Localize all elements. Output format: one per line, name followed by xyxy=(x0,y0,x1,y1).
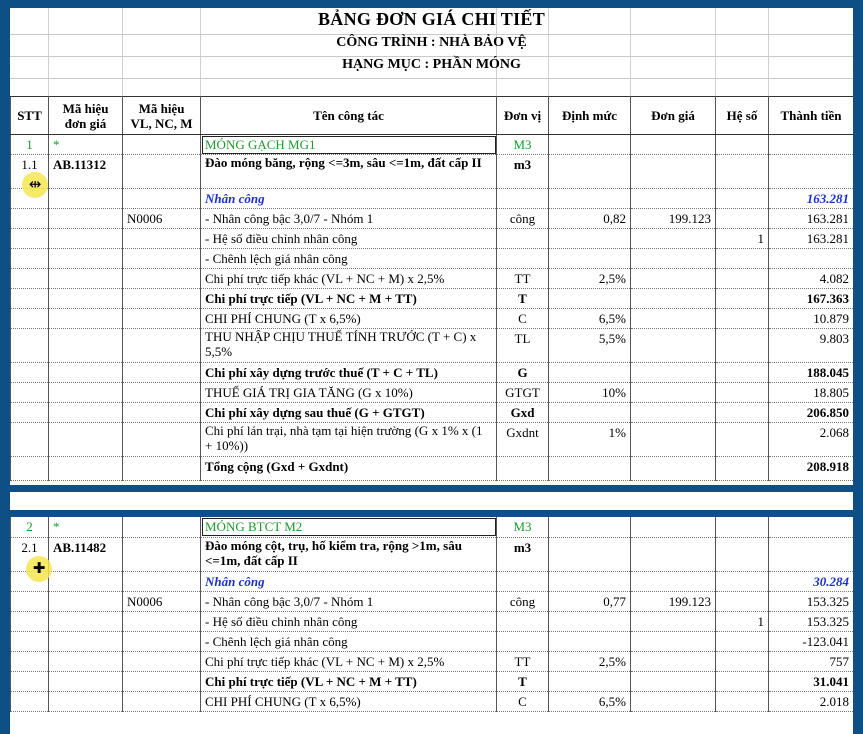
cell-res[interactable] xyxy=(123,423,201,457)
cell-code[interactable] xyxy=(49,631,123,651)
cell-coef[interactable] xyxy=(716,571,769,591)
cell-name[interactable]: THUẾ GIÁ TRỊ GIA TĂNG (G x 10%) xyxy=(201,383,497,403)
cell-stt[interactable] xyxy=(11,309,49,329)
cell-coef[interactable]: 1 xyxy=(716,611,769,631)
cell-name[interactable]: THU NHẬP CHỊU THUẾ TÍNH TRƯỚC (T + C) x 5,5% xyxy=(201,329,497,363)
cell-res[interactable] xyxy=(123,571,201,591)
cell-unit[interactable] xyxy=(497,189,549,209)
cell-name[interactable]: Đào móng cột, trụ, hố kiểm tra, rộng >1m, sâu <=1m, đất cấp II xyxy=(201,537,497,571)
cell-norm[interactable]: 10% xyxy=(549,383,631,403)
cell-name[interactable]: Nhân công xyxy=(201,571,497,591)
header-total: Thành tiền xyxy=(769,97,854,135)
cell-norm[interactable] xyxy=(549,457,631,481)
cell-coef[interactable] xyxy=(716,249,769,269)
cell-res[interactable]: N0006 xyxy=(123,591,201,611)
cell-unit[interactable] xyxy=(497,571,549,591)
cell-coef[interactable] xyxy=(716,309,769,329)
category-title: HẠNG MỤC : PHẦN MÓNG xyxy=(342,57,521,72)
cell-price[interactable] xyxy=(631,651,716,671)
cell-res[interactable] xyxy=(123,631,201,651)
cell-stt[interactable] xyxy=(11,457,49,481)
cell-code[interactable] xyxy=(49,289,123,309)
cell-norm[interactable]: 0,82 xyxy=(549,209,631,229)
cell-res[interactable]: N0006 xyxy=(123,209,201,229)
cost-table-section-2 xyxy=(10,517,853,712)
cell-code[interactable] xyxy=(49,671,123,691)
table-row xyxy=(11,309,854,329)
cursor-glyph: ✚ xyxy=(32,559,46,577)
cell-coef[interactable] xyxy=(716,537,769,571)
cell-res[interactable] xyxy=(123,269,201,289)
cell-norm[interactable] xyxy=(549,363,631,383)
cell-coef[interactable] xyxy=(716,671,769,691)
cell-code[interactable] xyxy=(49,691,123,711)
cell-unit[interactable]: Gxd xyxy=(497,403,549,423)
cell-norm[interactable]: 2,5% xyxy=(549,651,631,671)
cell-code[interactable]: * xyxy=(49,517,123,537)
cell-price[interactable] xyxy=(631,423,716,457)
cell-name[interactable]: Chi phí xây dựng trước thuế (T + C + TL) xyxy=(201,363,497,383)
cell-name[interactable]: Chi phí xây dựng sau thuế (G + GTGT) xyxy=(201,403,497,423)
cell-stt[interactable]: 1.1 xyxy=(11,155,49,189)
mouse-cursor xyxy=(26,556,52,582)
cell-stt[interactable]: 2 xyxy=(11,517,49,537)
cell-code[interactable] xyxy=(49,591,123,611)
header-price: Đơn giá xyxy=(631,97,716,135)
cell-stt[interactable] xyxy=(11,209,49,229)
table-row xyxy=(11,591,854,611)
cell-code[interactable] xyxy=(49,269,123,289)
cell-unit[interactable]: G xyxy=(497,363,549,383)
cell-total[interactable]: 18.805 xyxy=(769,383,854,403)
cell-unit[interactable]: m3 xyxy=(497,155,549,189)
cell-res[interactable] xyxy=(123,537,201,571)
table-row xyxy=(11,209,854,229)
cell-res[interactable] xyxy=(123,155,201,189)
header-code-line2: đơn giá xyxy=(64,115,107,131)
cell-name[interactable]: - Nhân công bậc 3,0/7 - Nhóm 1 xyxy=(201,591,497,611)
cell-unit[interactable] xyxy=(497,611,549,631)
table-row xyxy=(11,571,854,591)
cell-norm[interactable] xyxy=(549,537,631,571)
cell-coef[interactable] xyxy=(716,651,769,671)
table-row xyxy=(11,517,854,537)
cell-coef[interactable] xyxy=(716,189,769,209)
mouse-cursor xyxy=(22,172,48,198)
cell-stt[interactable] xyxy=(11,651,49,671)
cell-name[interactable]: - Chênh lệch giá nhân công xyxy=(201,631,497,651)
window-frame-top xyxy=(0,0,863,8)
table-row xyxy=(11,269,854,289)
cell-coef[interactable]: 1 xyxy=(716,229,769,249)
cell-norm[interactable] xyxy=(549,155,631,189)
cell-price[interactable] xyxy=(631,537,716,571)
cell-stt[interactable] xyxy=(11,611,49,631)
window-frame-right xyxy=(853,0,863,734)
cell-price[interactable] xyxy=(631,329,716,363)
cell-price[interactable] xyxy=(631,403,716,423)
cell-price[interactable] xyxy=(631,249,716,269)
cell-res[interactable] xyxy=(123,363,201,383)
table-row xyxy=(11,363,854,383)
cell-price[interactable] xyxy=(631,229,716,249)
cell-code[interactable] xyxy=(49,611,123,631)
cell-code[interactable] xyxy=(49,571,123,591)
cell-total[interactable] xyxy=(769,537,854,571)
cell-total[interactable]: 4.082 xyxy=(769,269,854,289)
cell-price[interactable]: 199.123 xyxy=(631,209,716,229)
cell-norm[interactable] xyxy=(549,571,631,591)
cell-unit[interactable]: T xyxy=(497,671,549,691)
cell-norm[interactable] xyxy=(549,189,631,209)
cell-price[interactable] xyxy=(631,457,716,481)
cell-name[interactable]: - Chênh lệch giá nhân công xyxy=(201,249,497,269)
header-res-line2: VL, NC, M xyxy=(130,115,193,131)
cell-code[interactable] xyxy=(49,189,123,209)
sheet-title: BẢNG ĐƠN GIÁ CHI TIẾT xyxy=(317,9,545,29)
cell-unit[interactable]: Gxdnt xyxy=(497,423,549,457)
cell-name[interactable]: MÓNG GẠCH MG1 xyxy=(201,135,497,155)
header-coef: Hệ số xyxy=(716,97,769,135)
cell-unit[interactable]: GTGT xyxy=(497,383,549,403)
cell-coef[interactable] xyxy=(716,691,769,711)
cell-norm[interactable] xyxy=(549,403,631,423)
header-stt: STT xyxy=(11,97,49,135)
cell-norm[interactable] xyxy=(549,631,631,651)
header-resource xyxy=(123,97,201,135)
cell-stt[interactable] xyxy=(11,363,49,383)
cell-res[interactable] xyxy=(123,517,201,537)
cell-total[interactable]: 31.041 xyxy=(769,671,854,691)
header-row xyxy=(11,97,854,135)
cell-coef[interactable] xyxy=(716,209,769,229)
cell-coef[interactable] xyxy=(716,517,769,537)
cell-res[interactable] xyxy=(123,457,201,481)
cell-name[interactable]: Chi phí trực tiếp khác (VL + NC + M) x 2,5% xyxy=(201,651,497,671)
table-row xyxy=(11,329,854,363)
cell-unit[interactable] xyxy=(497,229,549,249)
spreadsheet-panel-bottom[interactable] xyxy=(10,517,853,734)
cell-coef[interactable] xyxy=(716,329,769,363)
cell-stt[interactable] xyxy=(11,229,49,249)
table-row xyxy=(11,631,854,651)
cell-unit[interactable] xyxy=(497,249,549,269)
cell-code[interactable] xyxy=(49,249,123,269)
cell-total[interactable]: -123.041 xyxy=(769,631,854,651)
cell-coef[interactable] xyxy=(716,423,769,457)
cell-unit[interactable] xyxy=(497,457,549,481)
cell-stt[interactable] xyxy=(11,383,49,403)
table-row xyxy=(11,229,854,249)
cell-stt[interactable] xyxy=(11,591,49,611)
cell-price[interactable] xyxy=(631,571,716,591)
cell-price[interactable] xyxy=(631,269,716,289)
cell-res[interactable] xyxy=(123,329,201,363)
window-frame-left xyxy=(0,0,10,734)
cell-unit[interactable]: C xyxy=(497,309,549,329)
cell-total[interactable]: 163.281 xyxy=(769,189,854,209)
cell-total[interactable]: 153.325 xyxy=(769,611,854,631)
cell-res[interactable] xyxy=(123,309,201,329)
cell-res[interactable] xyxy=(123,651,201,671)
cell-unit[interactable]: T xyxy=(497,289,549,309)
cell-price[interactable] xyxy=(631,671,716,691)
cell-coef[interactable] xyxy=(716,155,769,189)
cell-code[interactable] xyxy=(49,363,123,383)
cell-stt[interactable]: 1 xyxy=(11,135,49,155)
cell-name[interactable]: Chi phí lán trại, nhà tạm tại hiện trường (G x 1% x (1 + 10%)) xyxy=(201,423,497,457)
cell-name[interactable]: Đào móng băng, rộng <=3m, sâu <=1m, đất cấp II xyxy=(201,155,497,189)
cell-total[interactable]: 757 xyxy=(769,651,854,671)
table-row xyxy=(11,457,854,481)
cost-table-section-1 xyxy=(10,96,853,481)
header-code-line1: Mã hiệu xyxy=(62,100,109,116)
cell-total[interactable] xyxy=(769,249,854,269)
cell-total[interactable]: 10.879 xyxy=(769,309,854,329)
cell-unit[interactable]: M3 xyxy=(497,135,549,155)
cell-total[interactable] xyxy=(769,135,854,155)
cell-price[interactable] xyxy=(631,155,716,189)
cell-total[interactable]: 163.281 xyxy=(769,209,854,229)
cell-coef[interactable] xyxy=(716,269,769,289)
table-row xyxy=(11,189,854,209)
cell-coef[interactable] xyxy=(716,383,769,403)
cell-unit[interactable]: C xyxy=(497,691,549,711)
table-row xyxy=(11,403,854,423)
cell-total[interactable]: 208.918 xyxy=(769,457,854,481)
cell-norm[interactable] xyxy=(549,611,631,631)
table-row xyxy=(11,289,854,309)
cell-total[interactable]: 153.325 xyxy=(769,591,854,611)
cell-total[interactable]: 2.018 xyxy=(769,691,854,711)
cell-total[interactable]: 30.284 xyxy=(769,571,854,591)
cell-unit[interactable]: công xyxy=(497,209,549,229)
cell-code[interactable] xyxy=(49,457,123,481)
cell-res[interactable] xyxy=(123,289,201,309)
cell-coef[interactable] xyxy=(716,363,769,383)
cell-code[interactable] xyxy=(49,229,123,249)
cell-total[interactable]: 2.068 xyxy=(769,423,854,457)
cell-code[interactable] xyxy=(49,403,123,423)
cell-unit[interactable]: công xyxy=(497,591,549,611)
cell-code[interactable]: AB.11312 xyxy=(49,155,123,189)
cell-code[interactable] xyxy=(49,209,123,229)
cell-total[interactable] xyxy=(769,517,854,537)
cell-total[interactable]: 167.363 xyxy=(769,289,854,309)
cell-stt[interactable] xyxy=(11,329,49,363)
cell-unit[interactable]: m3 xyxy=(497,537,549,571)
cell-code[interactable] xyxy=(49,309,123,329)
cell-coef[interactable] xyxy=(716,457,769,481)
cell-unit[interactable] xyxy=(497,631,549,651)
project-title: CÔNG TRÌNH : NHÀ BẢO VỆ xyxy=(336,35,527,50)
cell-price[interactable] xyxy=(631,363,716,383)
cell-res[interactable] xyxy=(123,249,201,269)
header-unit: Đơn vị xyxy=(497,97,549,135)
cell-norm[interactable]: 6,5% xyxy=(549,691,631,711)
cell-norm[interactable]: 0,77 xyxy=(549,591,631,611)
cell-code[interactable] xyxy=(49,329,123,363)
cell-res[interactable] xyxy=(123,189,201,209)
table-row xyxy=(11,135,854,155)
cell-name[interactable]: Chi phí trực tiếp khác (VL + NC + M) x 2,5% xyxy=(201,269,497,289)
cell-price[interactable] xyxy=(631,383,716,403)
cell-stt[interactable]: 2.1 xyxy=(11,537,49,571)
cell-code[interactable] xyxy=(49,383,123,403)
header-norm: Định mức xyxy=(549,97,631,135)
cell-price[interactable] xyxy=(631,289,716,309)
cell-code[interactable]: * xyxy=(49,135,123,155)
cell-stt[interactable] xyxy=(11,691,49,711)
cell-stt[interactable] xyxy=(11,269,49,289)
cell-stt[interactable] xyxy=(11,423,49,457)
cell-total[interactable]: 206.850 xyxy=(769,403,854,423)
cell-norm[interactable] xyxy=(549,135,631,155)
cell-norm[interactable]: 2,5% xyxy=(549,269,631,289)
cell-name[interactable]: Chi phí trực tiếp (VL + NC + M + TT) xyxy=(201,289,497,309)
cell-norm[interactable]: 1% xyxy=(549,423,631,457)
table-row xyxy=(11,651,854,671)
cell-coef[interactable] xyxy=(716,631,769,651)
header-res-line1: Mã hiệu xyxy=(138,100,185,116)
cell-unit[interactable]: TT xyxy=(497,651,549,671)
cell-name[interactable]: MÓNG BTCT M2 xyxy=(201,517,497,537)
cell-res[interactable] xyxy=(123,611,201,631)
window-frame-bar-2 xyxy=(0,510,863,517)
cell-res[interactable] xyxy=(123,403,201,423)
cell-price[interactable]: 199.123 xyxy=(631,591,716,611)
cell-price[interactable] xyxy=(631,135,716,155)
cell-total[interactable]: 163.281 xyxy=(769,229,854,249)
cell-stt[interactable] xyxy=(11,671,49,691)
cell-price[interactable] xyxy=(631,691,716,711)
cell-code[interactable] xyxy=(49,651,123,671)
table-row xyxy=(11,249,854,269)
cell-stt[interactable] xyxy=(11,249,49,269)
spreadsheet-panel-top[interactable] xyxy=(10,8,853,485)
cell-name[interactable]: Chi phí trực tiếp (VL + NC + M + TT) xyxy=(201,671,497,691)
table-row xyxy=(11,383,854,403)
cell-coef[interactable] xyxy=(716,403,769,423)
cell-norm[interactable] xyxy=(549,289,631,309)
cell-res[interactable] xyxy=(123,671,201,691)
cell-norm[interactable] xyxy=(549,517,631,537)
cell-name[interactable]: - Hệ số điều chỉnh nhân công xyxy=(201,229,497,249)
table-row xyxy=(11,155,854,189)
table-row xyxy=(11,537,854,571)
cell-price[interactable] xyxy=(631,517,716,537)
cell-total[interactable] xyxy=(769,155,854,189)
header-name: Tên công tác xyxy=(201,97,497,135)
cell-name[interactable]: CHI PHÍ CHUNG (T x 6,5%) xyxy=(201,309,497,329)
cell-coef[interactable] xyxy=(716,289,769,309)
cell-code[interactable]: AB.11482 xyxy=(49,537,123,571)
cell-price[interactable] xyxy=(631,631,716,651)
cell-norm[interactable]: 6,5% xyxy=(549,309,631,329)
cell-unit[interactable]: TL xyxy=(497,329,549,363)
cell-norm[interactable] xyxy=(549,671,631,691)
cell-stt[interactable] xyxy=(11,403,49,423)
cell-name[interactable]: - Nhân công bậc 3,0/7 - Nhóm 1 xyxy=(201,209,497,229)
cell-price[interactable] xyxy=(631,611,716,631)
cell-price[interactable] xyxy=(631,309,716,329)
cell-unit[interactable]: TT xyxy=(497,269,549,289)
cell-coef[interactable] xyxy=(716,135,769,155)
cell-name[interactable]: CHI PHÍ CHUNG (T x 6,5%) xyxy=(201,691,497,711)
cell-res[interactable] xyxy=(123,383,201,403)
table-row xyxy=(11,611,854,631)
cell-res[interactable] xyxy=(123,691,201,711)
cell-name[interactable]: Tổng cộng (Gxd + Gxdnt) xyxy=(201,457,497,481)
cell-code[interactable] xyxy=(49,423,123,457)
cell-unit[interactable]: M3 xyxy=(497,517,549,537)
cell-res[interactable] xyxy=(123,229,201,249)
cell-norm[interactable] xyxy=(549,229,631,249)
cell-stt[interactable] xyxy=(11,631,49,651)
cursor-glyph: ⇹ xyxy=(28,175,42,193)
window-frame-bar-1 xyxy=(0,485,863,492)
table-row xyxy=(11,691,854,711)
header-code xyxy=(49,97,123,135)
table-row xyxy=(11,671,854,691)
cell-norm[interactable] xyxy=(549,249,631,269)
cell-res[interactable] xyxy=(123,135,201,155)
cell-total[interactable]: 9.803 xyxy=(769,329,854,363)
cell-name[interactable]: - Hệ số điều chỉnh nhân công xyxy=(201,611,497,631)
cell-coef[interactable] xyxy=(716,591,769,611)
cell-norm[interactable]: 5,5% xyxy=(549,329,631,363)
cell-total[interactable]: 188.045 xyxy=(769,363,854,383)
cell-name[interactable]: Nhân công xyxy=(201,189,497,209)
cell-stt[interactable] xyxy=(11,289,49,309)
cell-price[interactable] xyxy=(631,189,716,209)
table-row xyxy=(11,423,854,457)
